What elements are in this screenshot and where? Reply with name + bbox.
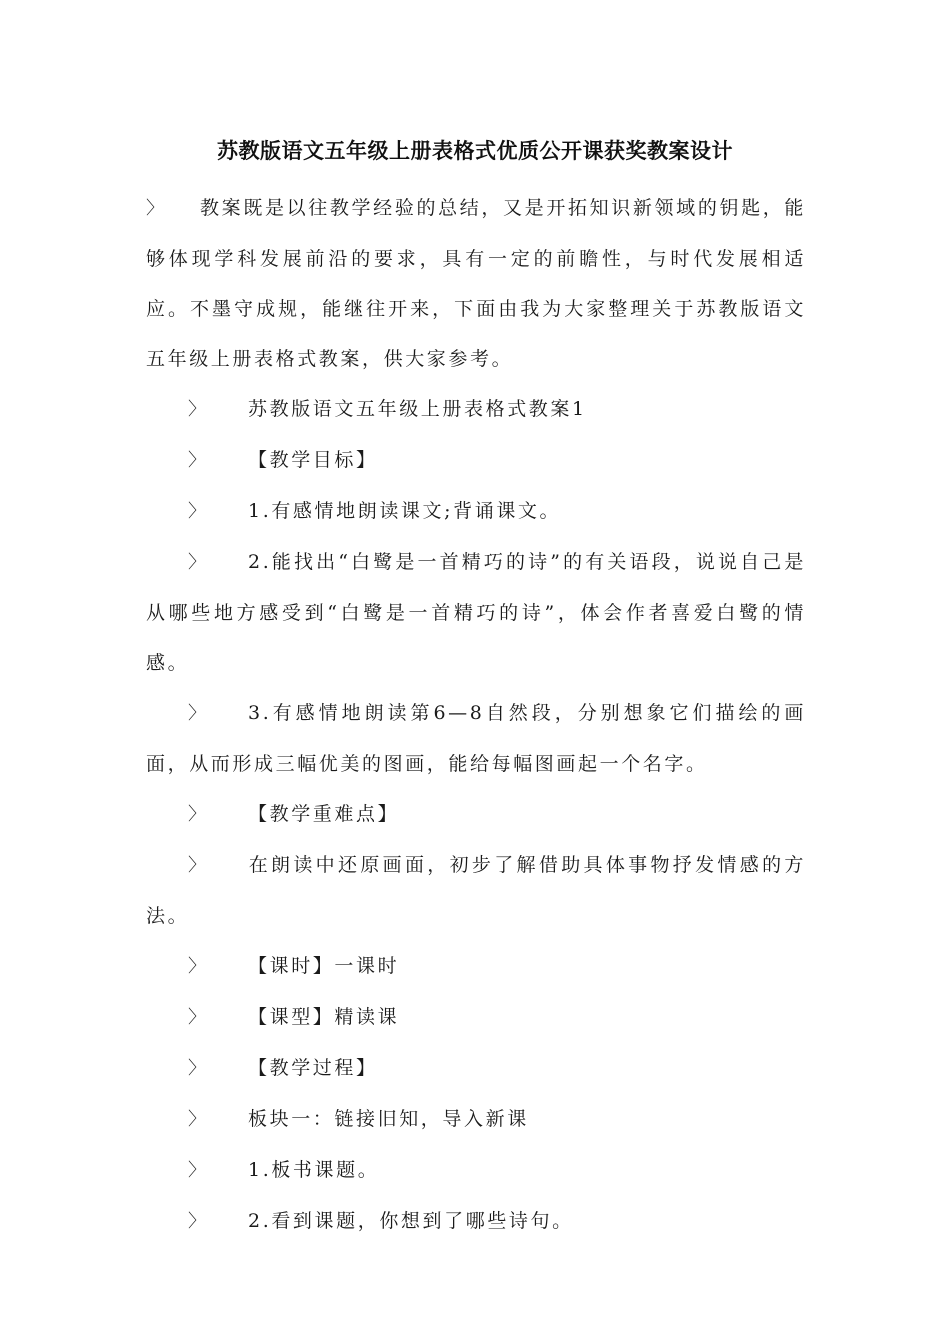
- paragraph-text: 1.有感情地朗读课文;背诵课文。: [248, 500, 562, 522]
- paragraph-text: 1.板书课题。: [248, 1159, 380, 1181]
- bullet-marker-icon: 〉: [188, 450, 206, 471]
- bullet-marker-icon: 〉: [188, 804, 206, 825]
- paragraph-text: 3.有感情地朗读第6—8自然段，分别想象它们描绘的画面，从而形成三幅优美的图画，能给每幅图画起一个名字。: [146, 702, 806, 775]
- bullet-marker-icon: 〉: [188, 1007, 206, 1028]
- paragraph: [146, 789, 806, 840]
- paragraph: [146, 1094, 806, 1145]
- paragraph: [146, 486, 806, 537]
- bullet-marker-icon: 〉: [188, 1109, 206, 1130]
- bullet-marker-icon: 〉: [188, 1211, 206, 1232]
- paragraph-text: 【课型】精读课: [248, 1006, 400, 1028]
- paragraph: [146, 384, 806, 435]
- bullet-marker-icon: 〉: [188, 399, 206, 420]
- paragraph-text: 【教学重难点】: [248, 803, 400, 825]
- paragraph-text: 板块一：链接旧知，导入新课: [248, 1108, 529, 1130]
- paragraph: [146, 941, 806, 992]
- paragraph-text: 【教学目标】: [248, 449, 378, 471]
- paragraph-text: 教案既是以往教学经验的总结，又是开拓知识新领域的钥匙，能够体现学科发展前沿的要求，具有一定的前瞻性，与时代发展相适应。不墨守成规，能继往开来，下面由我为大家整理关于苏教版语文五年级上册表格式教案，供大家参考。: [146, 197, 806, 370]
- paragraph-text: 2.看到课题，你想到了哪些诗句。: [248, 1210, 574, 1232]
- paragraph-text: 【教学过程】: [248, 1057, 378, 1079]
- document-title: 苏教版语文五年级上册表格式优质公开课获奖教案设计: [217, 139, 733, 163]
- paragraph: [146, 1043, 806, 1094]
- bullet-marker-icon: 〉: [188, 501, 206, 522]
- paragraph-text: 苏教版语文五年级上册表格式教案1: [248, 398, 587, 420]
- paragraph: [146, 183, 806, 384]
- bullet-marker-icon: 〉: [146, 198, 164, 219]
- document-body: [146, 183, 806, 1247]
- paragraph: [146, 1145, 806, 1196]
- paragraph: [146, 537, 806, 688]
- paragraph-text: 在朗读中还原画面，初步了解借助具体事物抒发情感的方法。: [146, 854, 806, 927]
- bullet-marker-icon: 〉: [188, 703, 206, 724]
- bullet-marker-icon: 〉: [188, 855, 206, 876]
- paragraph-text: 【课时】一课时: [248, 955, 400, 977]
- paragraph: [146, 992, 806, 1043]
- bullet-marker-icon: 〉: [188, 956, 206, 977]
- bullet-marker-icon: 〉: [188, 552, 206, 573]
- paragraph-text: 2.能找出“白鹭是一首精巧的诗”的有关语段，说说自己是从哪些地方感受到“白鹭是一首精巧的诗”，体会作者喜爱白鹭的情感。: [146, 551, 806, 674]
- paragraph: [146, 840, 806, 941]
- bullet-marker-icon: 〉: [188, 1058, 206, 1079]
- bullet-marker-icon: 〉: [188, 1160, 206, 1181]
- paragraph: [146, 1196, 806, 1247]
- paragraph: [146, 688, 806, 789]
- paragraph: [146, 435, 806, 486]
